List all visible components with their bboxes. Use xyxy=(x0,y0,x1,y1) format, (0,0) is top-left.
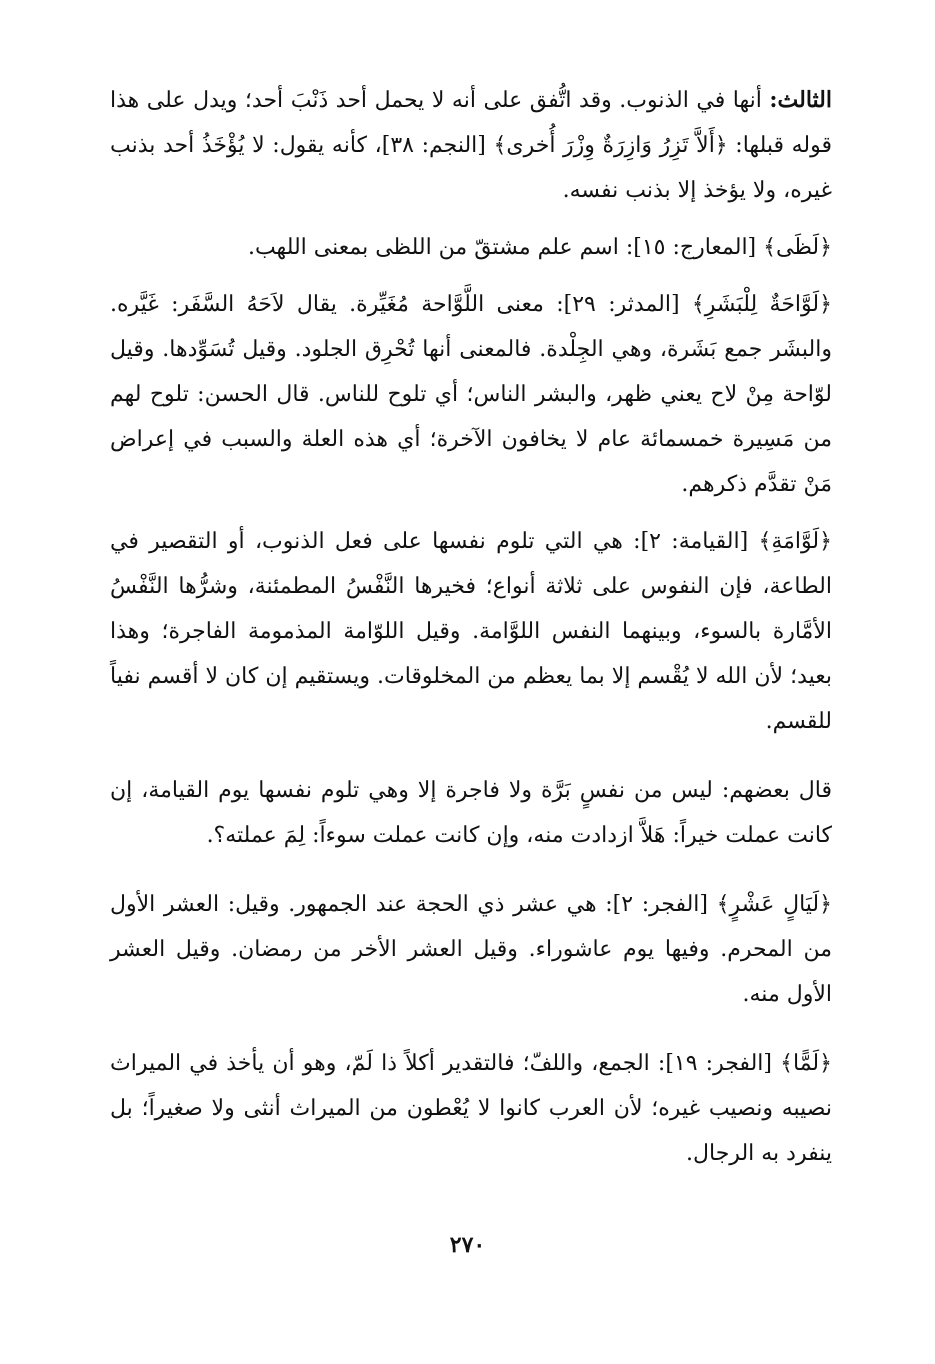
page-body xyxy=(110,78,832,1176)
paragraph-lawwama xyxy=(110,519,832,744)
paragraph-text: أنها في الذنوب. وقد اتُّفق على أنه لا يحمل أحد ذَنْبَ أحد؛ ويدل على هذا قوله قبلها: ﴿أَلاَّ تَزِرُ وَازِرَةٌ وِزْرَ أُخرى﴾ [النجم: ٣٨]، كأنه يقول: لا يُؤْخَذُ أحد بذنب غيره، ولا يؤخذ إلا بذنب نفسه. xyxy=(110,88,832,203)
paragraph-text: ﴿لَيَالٍ عَشْرٍ﴾ [الفجر: ٢]: هي عشر ذي الحجة عند الجمهور. وقيل: العشر الأول من المحرم. وفيها يوم عاشوراء. وقيل العشر الأخر من رمضان. وقيل العشر الأول منه. xyxy=(110,892,833,1007)
paragraph-laza xyxy=(110,225,832,270)
paragraph-lawwaha xyxy=(110,282,832,507)
paragraph-text: ﴿لَمًّا﴾ [الفجر: ١٩]: الجمع، واللفّ؛ فالتقدير أكلاً ذا لَمّ، وهو أن يأخذ في الميراث نصيبه ونصيب غيره؛ لأن العرب كانوا لا يُعْطون من الميراث أنثى ولا صغيراً؛ بل ينفرد به الرجال. xyxy=(110,1051,833,1166)
paragraph-layalin-ashr xyxy=(110,882,832,1017)
page-number: ٢٧٠ xyxy=(449,1232,486,1258)
paragraph-text: ﴿لَوَّامَةِ﴾ [القيامة: ٢]: هي التي تلوم نفسها على فعل الذنوب، أو التقصير في الطاعة، فإن النفوس على ثلاثة أنواع؛ فخيرها النَّفْسُ المطمئنة، وشرُّها النَّفْسُ الأمَّارة بالسوء، وبينهما النفس اللوَّامة. وقيل اللوّامة المذمومة الفاجرة؛ وهذا بعيد؛ لأن الله لا يُقْسم إلا بما يعظم من المخلوقات. ويستقيم إن كان لا أقسم نفياً للقسم. xyxy=(109,529,833,734)
paragraph-baadhuhum xyxy=(110,768,832,858)
paragraph-text: قال بعضهم: ليس من نفسٍ بَرَّة ولا فاجرة إلا وهي تلوم نفسها يوم القيامة، إن كانت عملت خيراً: هَلاَّ ازدادت منه، وإن كانت عملت سوءاً: لِمَ عملته؟. xyxy=(110,778,832,848)
paragraph-lamma xyxy=(110,1041,832,1176)
paragraph-third xyxy=(110,78,832,213)
paragraph-text: ﴿لَوَّاحَةٌ لِلْبَشَرِ﴾ [المدثر: ٢٩]: معنى اللَّوَّاحة مُغَيِّرة. يقال لاَحَهُ السَّفَر: غَيَّره. والبشَر جمع بَشَرة، وهي الجِلْدة. فالمعنى أنها تُحْرِق الجلود. وقيل تُسَوِّدها. وقيل لوّاحة مِنْ لاح يعني ظهر، والبشر الناس؛ أي تلوح للناس. قال الحسن: تلوح لهم من مَسِيرة خمسمائة عام لا يخافون الآخرة؛ أي هذه العلة والسبب في إعراض مَنْ تقدَّم ذكرهم. xyxy=(110,292,832,497)
paragraph-text: ﴿لَظَى﴾ [المعارج: ١٥]: اسم علم مشتقّ من اللظى بمعنى اللهب. xyxy=(247,235,832,260)
paragraph-lead: الثالث: xyxy=(769,87,832,113)
